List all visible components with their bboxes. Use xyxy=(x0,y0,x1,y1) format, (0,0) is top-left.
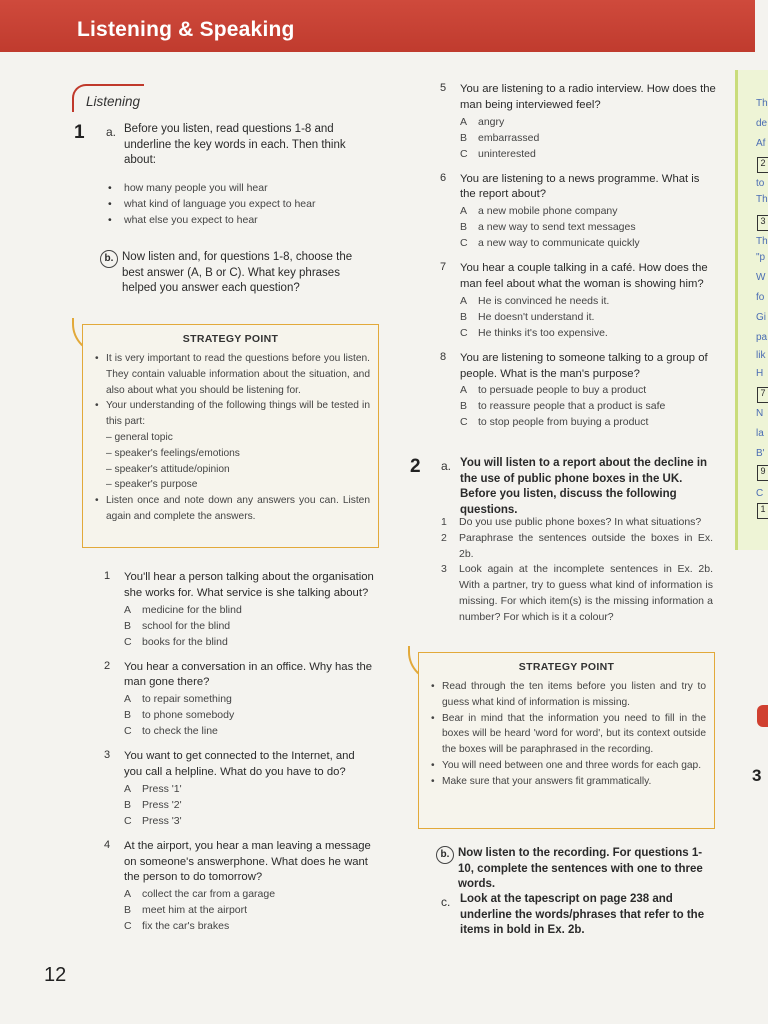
answer-option xyxy=(460,130,718,146)
exercise-1b xyxy=(100,250,376,297)
question-item xyxy=(440,172,718,252)
question-item xyxy=(440,82,718,162)
strategy-subitem: – general topic xyxy=(106,431,173,443)
edge-letter: "p xyxy=(756,252,766,263)
strategy-item: • It is very important to read the questions before you listen. They contain valuable information about the situation, and also about what you should be listening for. xyxy=(93,351,370,398)
strategy-item: • Bear in mind that the information you need to fill in the boxes will be heard 'word for word', but its context outside the boxes will be paraphrased in the recording. xyxy=(429,711,706,758)
page-number: 12 xyxy=(44,964,67,986)
exercise-1a-instruction: Before you listen, read questions 1-8 and underline the key words in each. Then think about: xyxy=(124,123,346,166)
answer-option xyxy=(460,219,718,235)
option-text: Press '3' xyxy=(142,814,182,827)
option-text: a new mobile phone company xyxy=(478,205,618,218)
option-letter: C xyxy=(460,416,468,429)
option-text: to check the line xyxy=(142,725,218,738)
strategy-item: • You will need between one and three words for each gap. xyxy=(429,758,706,774)
question-item xyxy=(440,351,718,431)
edge-letter: lik xyxy=(756,350,766,361)
edge-number-box: 1 xyxy=(757,503,768,519)
answer-option xyxy=(460,146,718,162)
option-text: to persuade people to buy a product xyxy=(478,384,647,397)
answer-option xyxy=(124,691,376,707)
question-number: 6 xyxy=(440,171,447,184)
answer-option xyxy=(124,618,376,634)
edge-letter: H xyxy=(756,368,764,379)
question-stem: You hear a conversation in an office. Why has the man gone there? xyxy=(124,660,373,689)
answer-option xyxy=(124,602,376,618)
question-stem: At the airport, you hear a man leaving a message on someone's answerphone. What does he want the person to do tomorrow? xyxy=(124,839,371,884)
edge-letter: Th xyxy=(756,98,768,109)
edge-red-tab xyxy=(757,705,768,727)
think-about-list xyxy=(104,180,374,228)
answer-option xyxy=(460,203,718,219)
edge-letter: pa xyxy=(756,332,768,343)
item-number: 2 xyxy=(441,531,447,544)
option-text: a new way to communicate quickly xyxy=(478,237,640,250)
answer-option xyxy=(460,382,718,398)
question-number: 3 xyxy=(104,749,111,762)
item-number: 1 xyxy=(441,516,447,528)
question-number: 8 xyxy=(440,350,447,363)
question-number: 7 xyxy=(440,261,447,274)
edge-letter: Th xyxy=(756,194,768,205)
answer-option xyxy=(124,781,376,797)
question-item xyxy=(440,261,718,341)
option-letter: A xyxy=(124,888,132,901)
question-item xyxy=(104,570,376,650)
item-number: 3 xyxy=(441,563,447,576)
edge-letter: la xyxy=(756,428,764,439)
option-letter: B xyxy=(124,619,132,632)
answer-option xyxy=(124,886,376,902)
option-text: medicine for the blind xyxy=(142,603,242,616)
option-letter: C xyxy=(460,147,468,160)
option-letter: C xyxy=(460,326,468,339)
exercise-1b-instruction: Now listen and, for questions 1-8, choose the best answer (A, B or C). What key phrases helped you answer each question? xyxy=(122,251,353,294)
item-text: Paraphrase the sentences outside the boxes in Ex. 2b. xyxy=(459,531,713,560)
strategy-item: • Read through the ten items before you listen and try to guess what kind of information is missing. xyxy=(429,679,706,711)
think-about-item: • how many people you will hear xyxy=(104,180,374,196)
edge-letter: Th xyxy=(756,236,768,247)
sub-letter: a. xyxy=(441,459,452,473)
page-title: Listening & Speaking xyxy=(77,18,295,41)
option-letter: A xyxy=(460,384,468,397)
strategy-subitem: – speaker's attitude/opinion xyxy=(106,463,230,475)
option-text: books for the blind xyxy=(142,635,228,648)
answer-option xyxy=(124,707,376,723)
edge-exercise-number: 3 xyxy=(752,766,762,785)
question-item xyxy=(104,749,376,829)
option-letter: C xyxy=(124,635,132,648)
option-letter: B xyxy=(124,709,132,722)
discussion-questions xyxy=(441,515,713,626)
strategy-item: • Listen once and note down any answers you can. Listen again and complete the answers. xyxy=(93,493,370,525)
option-letter: C xyxy=(124,814,132,827)
answer-option xyxy=(124,918,376,934)
option-text: He thinks it's too expensive. xyxy=(478,326,608,339)
strategy-point-box-2 xyxy=(418,652,715,829)
option-text: school for the blind xyxy=(142,619,231,632)
exercise-2b-instruction: Now listen to the recording. For questions 1-10, complete the sentences with one to three words. xyxy=(458,847,703,890)
think-about-item: • what else you expect to hear xyxy=(104,212,374,228)
answer-option xyxy=(124,813,376,829)
strategy-subitem: – speaker's purpose xyxy=(106,479,198,491)
strategy-point-box-1 xyxy=(82,324,379,548)
option-letter: B xyxy=(124,904,132,917)
option-text: to repair something xyxy=(142,693,232,706)
option-text: fix the car's brakes xyxy=(142,920,230,933)
question-item xyxy=(104,839,376,934)
answer-option xyxy=(460,235,718,251)
discussion-item xyxy=(441,531,713,563)
option-text: He is convinced he needs it. xyxy=(478,294,610,307)
edge-number-box: 2 xyxy=(757,157,768,173)
answer-option xyxy=(124,634,376,650)
question-number: 2 xyxy=(104,659,111,672)
option-letter: A xyxy=(460,115,468,128)
question-stem: You are listening to a radio interview. How does the man being interviewed feel? xyxy=(460,83,716,111)
answer-option xyxy=(460,293,718,309)
audio-b-icon: b. xyxy=(436,846,454,864)
answer-option xyxy=(124,723,376,739)
discussion-item xyxy=(441,515,713,531)
option-letter: B xyxy=(460,221,468,234)
option-letter: B xyxy=(460,400,468,413)
edge-letter: W xyxy=(756,272,766,283)
option-text: embarrassed xyxy=(478,131,540,144)
strategy-item: • Your understanding of the following things will be tested in this part: xyxy=(93,398,370,430)
exercise-number: 2 xyxy=(410,456,421,477)
sub-letter: a. xyxy=(106,125,117,139)
item-text: Do you use public phone boxes? In what situations? xyxy=(459,516,702,528)
strategy-subitem: – speaker's feelings/emotions xyxy=(106,447,240,459)
option-letter: A xyxy=(124,693,132,706)
strategy-item: • Make sure that your answers fit grammatically. xyxy=(429,774,706,790)
edge-letter: C xyxy=(756,488,764,499)
question-stem: You are listening to a news programme. What is the report about? xyxy=(460,172,700,201)
answer-option xyxy=(460,114,718,130)
edge-letter: de xyxy=(756,118,768,129)
option-text: to reassure people that a product is safe xyxy=(478,400,666,413)
option-letter: B xyxy=(460,310,468,323)
answer-option xyxy=(460,325,718,341)
option-letter: A xyxy=(460,205,468,218)
edge-letter: to xyxy=(756,178,765,189)
answer-option xyxy=(124,902,376,918)
edge-letter: Af xyxy=(756,138,766,149)
strategy-title: STRATEGY POINT xyxy=(518,661,615,673)
option-text: uninterested xyxy=(478,147,536,160)
question-number: 4 xyxy=(104,838,111,851)
question-stem: You are listening to someone talking to a group of people. What is the man's purpose? xyxy=(460,351,708,380)
option-letter: C xyxy=(460,237,468,250)
edge-letter: fo xyxy=(756,292,765,303)
option-letter: A xyxy=(124,603,132,616)
option-text: collect the car from a garage xyxy=(142,888,276,901)
option-letter: C xyxy=(124,920,132,933)
option-letter: A xyxy=(124,782,132,795)
question-item xyxy=(104,660,376,740)
question-stem: You'll hear a person talking about the organisation she works for. What service is she talking about? xyxy=(124,571,374,599)
exercise-2b xyxy=(436,846,718,893)
option-letter: C xyxy=(124,725,132,738)
option-text: He doesn't understand it. xyxy=(478,310,595,323)
edge-letter: Gi xyxy=(756,312,766,323)
question-stem: You hear a couple talking in a café. How does the man feel about what the woman is showing him? xyxy=(460,262,708,290)
audio-b-icon: b. xyxy=(100,250,118,268)
option-text: to phone somebody xyxy=(142,709,235,722)
option-letter: B xyxy=(124,798,132,811)
answer-option xyxy=(460,414,718,430)
questions-right-column xyxy=(440,82,718,440)
answer-option xyxy=(124,797,376,813)
edge-number-box: 3 xyxy=(757,215,768,231)
item-text: Look again at the incomplete sentences in Ex. 2b. With a partner, try to guess what kind of information is missing. For which item(s) is the missing information a number? For which is it a colour? xyxy=(459,563,713,623)
exercise-number: 1 xyxy=(74,122,85,143)
edge-letter: B' xyxy=(756,448,765,459)
sub-letter: c. xyxy=(441,895,451,909)
discussion-item xyxy=(441,562,713,625)
option-text: Press '1' xyxy=(142,782,182,795)
exercise-2c-instruction: Look at the tapescript on page 238 and underline the words/phrases that refer to the items in bold in Ex. 2b. xyxy=(460,893,705,936)
edge-number-box: 7 xyxy=(757,387,768,403)
edge-number-box: 9 xyxy=(757,465,768,481)
edge-letter: N xyxy=(756,408,764,419)
option-text: meet him at the airport xyxy=(142,904,248,917)
answer-option xyxy=(460,398,718,414)
question-number: 1 xyxy=(104,570,111,582)
questions-left-column xyxy=(104,570,376,944)
exercise-2a-instruction: You will listen to a report about the decline in the use of public phone boxes in the UK. Before you listen, discuss the following questions. xyxy=(460,457,708,516)
option-letter: A xyxy=(460,294,468,307)
option-text: a new way to send text messages xyxy=(478,221,636,234)
strategy-title: STRATEGY POINT xyxy=(182,333,279,345)
option-letter: B xyxy=(460,131,468,144)
answer-option xyxy=(460,309,718,325)
question-number: 5 xyxy=(440,82,447,94)
option-text: Press '2' xyxy=(142,798,182,811)
section-label-text: Listening xyxy=(86,94,141,109)
question-stem: You want to get connected to the Internet, and you call a helpline. What do you have to do? xyxy=(124,750,355,778)
option-text: to stop people from buying a product xyxy=(478,416,649,429)
section-label xyxy=(72,84,144,112)
think-about-item: • what kind of language you expect to hear xyxy=(104,196,374,212)
option-text: angry xyxy=(478,115,505,128)
